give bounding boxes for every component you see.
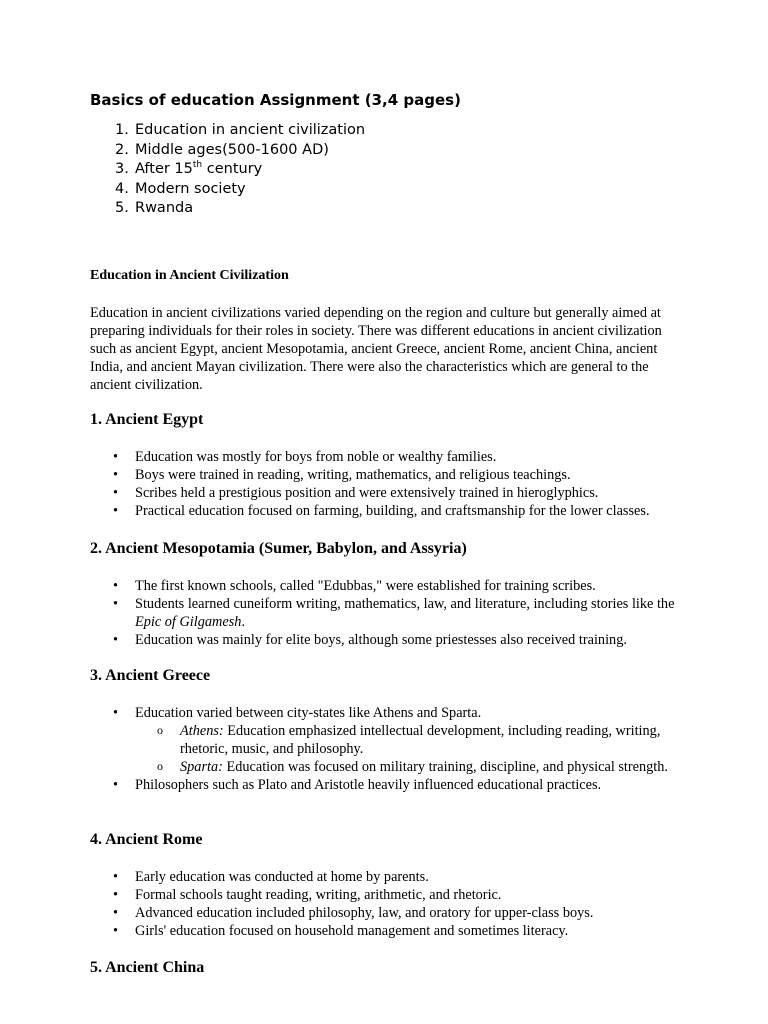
list-item: • The first known schools, called "Edubbas," were established for training scribes. (90, 577, 690, 595)
topic-item (90, 160, 365, 180)
section-heading-rome: 4. Ancient Rome (90, 831, 203, 848)
topic-text: Modern society (135, 180, 246, 197)
list-item: • Early education was conducted at home by parents. (90, 868, 690, 886)
topic-list (90, 121, 365, 219)
section-heading-greece: 3. Ancient Greece (90, 667, 211, 684)
list-item: • Practical education focused on farming, building, and craftsmanship for the lower classes. (90, 502, 690, 520)
list-item: • Students learned cuneiform writing, mathematics, law, and literature, including stories like the Epic of Gilgamesh. (90, 595, 690, 631)
intro-paragraph: Education in ancient civilizations varied depending on the region and culture but generally aimed at preparing individuals for their roles in society. There was different educations in ancient civilization such as ancient Egypt, ancient Mesopotamia, ancient Greece, ancient Rome, ancient China, ancient India, and ancient Mayan civilization. There were also the characteristics which are general to the ancient civilization. (90, 305, 662, 393)
mesopotamia-bullet-list (90, 577, 690, 649)
italic-title: Epic of Gilgamesh (135, 614, 242, 630)
list-item: • Formal schools taught reading, writing, arithmetic, and rhetoric. (90, 886, 690, 904)
topic-text: Middle ages(500-1600 AD) (135, 141, 329, 158)
topic-text: Rwanda (135, 200, 194, 216)
topic-text: After 15th century (135, 160, 263, 177)
rome-bullet-list (90, 868, 690, 940)
section-heading-egypt: 1. Ancient Egypt (90, 411, 204, 428)
greece-bullet-list (90, 704, 690, 794)
topic-item (90, 199, 365, 219)
list-item: • Philosophers such as Plato and Aristotle heavily influenced educational practices. (90, 776, 690, 794)
topic-item (90, 180, 365, 200)
topic-number: 2. (115, 141, 129, 158)
topic-number: 3. (115, 161, 129, 177)
list-item: • Girls' education focused on household management and sometimes literacy. (90, 922, 690, 940)
topic-text: Education in ancient civilization (135, 122, 366, 138)
topic-item (90, 141, 365, 161)
egypt-bullet-list (90, 448, 690, 520)
section-heading-mesopotamia: 2. Ancient Mesopotamia (Sumer, Babylon, and Assyria) (90, 540, 467, 557)
superscript: th (192, 160, 203, 170)
topic-number: 1. (115, 122, 129, 138)
list-item: • Advanced education included philosophy, law, and oratory for upper-class boys. (90, 904, 690, 922)
list-item: • Boys were trained in reading, writing, mathematics, and religious teachings. (90, 466, 690, 484)
section-heading-china: 5. Ancient China (90, 959, 205, 976)
list-item: • Scribes held a prestigious position and were extensively trained in hieroglyphics. (90, 484, 690, 502)
sub-list-item: o Athens: Education emphasized intellectual development, including reading, writing, rhetoric, music, and philosophy. (135, 722, 690, 758)
document-title: Basics of education Assignment (3,4 pages) (90, 91, 461, 109)
list-item: • Education was mostly for boys from noble or wealthy families. (90, 448, 690, 466)
intro-heading: Education in Ancient Civilization (90, 268, 289, 283)
topic-item (90, 121, 365, 141)
greece-sub-list (135, 722, 690, 776)
topic-number: 4. (115, 180, 129, 197)
list-item: • Education was mainly for elite boys, although some priestesses also received training. (90, 631, 690, 649)
topic-number: 5. (115, 200, 129, 216)
sub-list-item: o Sparta: Education was focused on military training, discipline, and physical strength. (135, 758, 690, 776)
list-item: • Education varied between city-states like Athens and Sparta. o Athens: Education emphasized intellectual development, including reading, writing, rhetoric, music, and philosophy. o Sparta: Education was focused on military training, discipline, and physical strength. (90, 704, 690, 776)
